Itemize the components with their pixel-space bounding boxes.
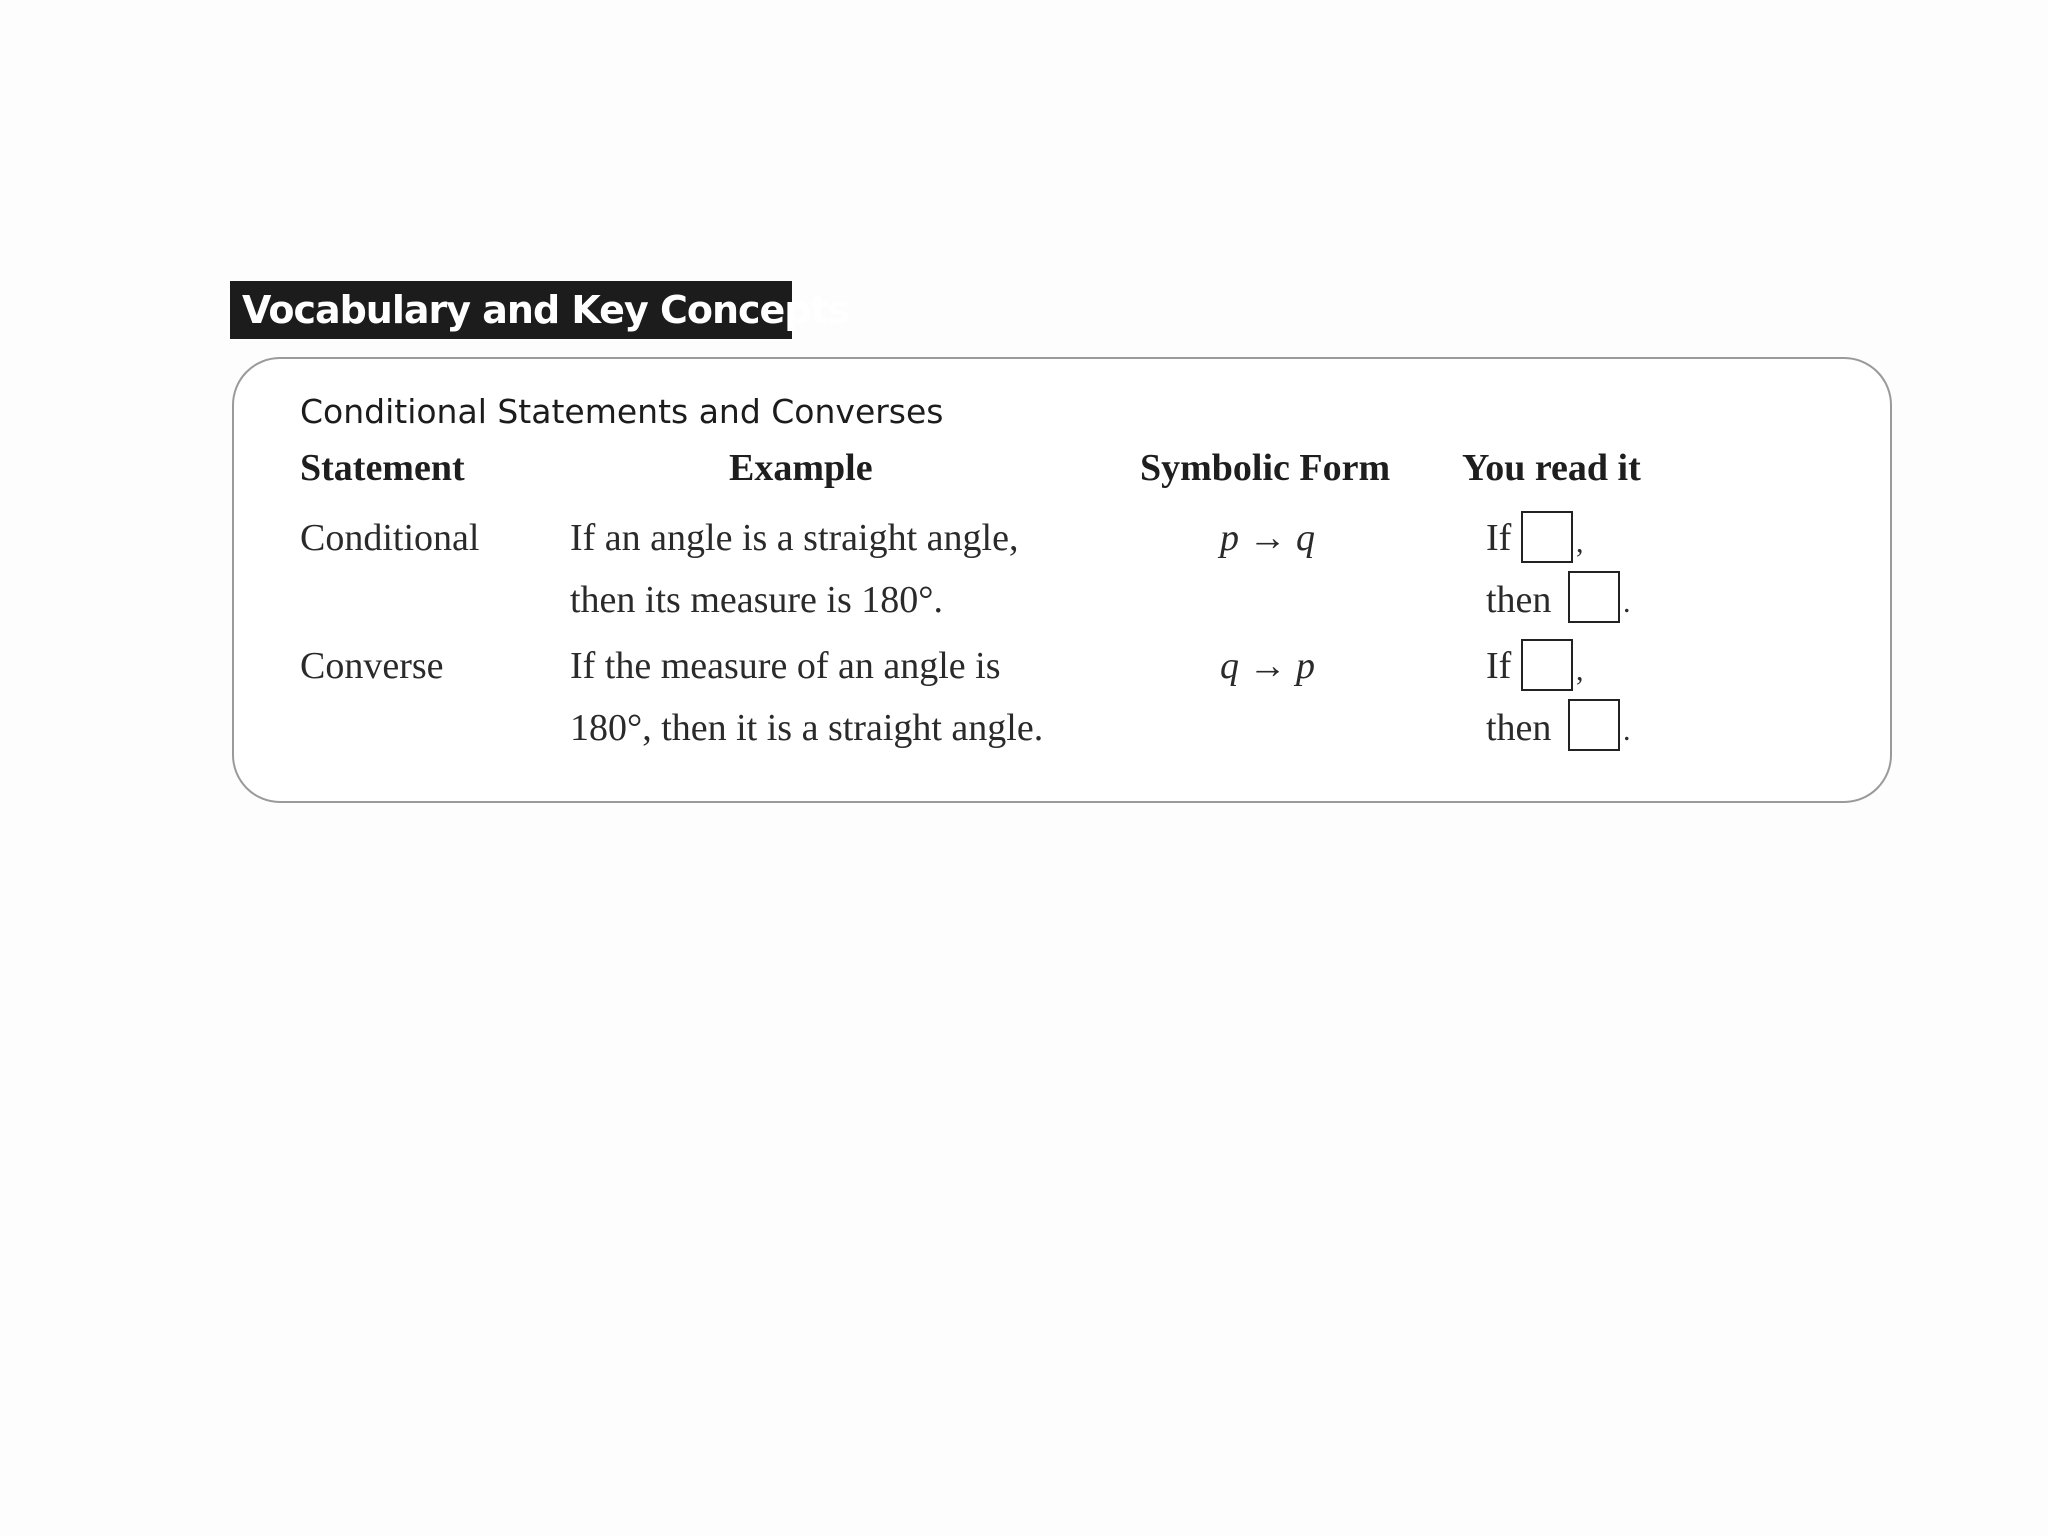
row-conditional-read-if: If [1486, 517, 1512, 559]
blank-box [1521, 511, 1573, 563]
row-converse-example-line2: 180°, then it is a straight angle. [570, 707, 1044, 749]
blank-box [1568, 699, 1620, 751]
card-title: Conditional Statements and Converses [300, 392, 944, 431]
period: . [1623, 586, 1631, 619]
row-conditional-example-line1: If an angle is a straight angle, [570, 517, 1019, 559]
period: . [1623, 714, 1631, 747]
blank-box [1521, 639, 1573, 691]
row-conditional-symbolic: p → q [1220, 517, 1315, 559]
header-symbolic-form: Symbolic Form [1140, 447, 1391, 489]
row-converse-read-if: If [1486, 645, 1512, 687]
row-converse-symbolic: q → p [1220, 645, 1315, 687]
row-conditional-statement: Conditional [300, 517, 480, 559]
row-converse-statement: Converse [300, 645, 444, 687]
row-converse-read-then: then [1486, 707, 1552, 749]
row-conditional-read-then: then [1486, 579, 1552, 621]
comma: , [1576, 526, 1584, 559]
blank-box [1568, 571, 1620, 623]
row-converse-example-line1: If the measure of an angle is [570, 645, 1001, 687]
comma: , [1576, 654, 1584, 687]
header-example: Example [729, 447, 873, 489]
row-conditional-example-line2: then its measure is 180°. [570, 579, 943, 621]
header-you-read-it: You read it [1462, 447, 1641, 489]
section-banner: Vocabulary and Key Concepts [230, 281, 792, 339]
header-statement: Statement [300, 447, 465, 489]
